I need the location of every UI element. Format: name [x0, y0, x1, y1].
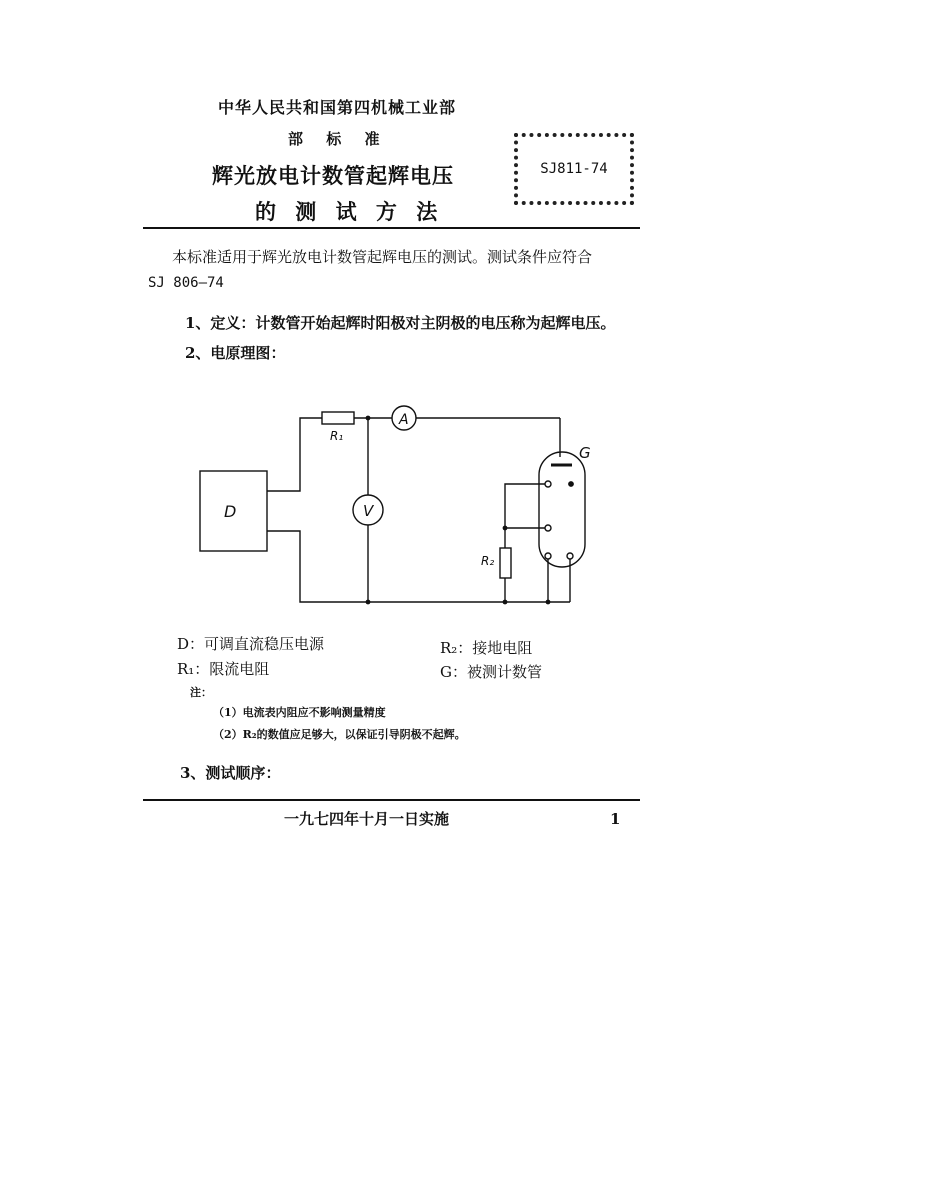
standard-code-box: [514, 133, 634, 205]
source-bottom-lead: [267, 531, 570, 602]
top-divider: [143, 227, 640, 229]
schematic-item-heading: 2、电原理图：: [185, 344, 286, 362]
document-title-line1: 辉光放电计数管起辉电压: [212, 163, 454, 188]
legend-r1: R₁：限流电阻: [177, 660, 270, 678]
standard-type: 部 标 准: [288, 130, 380, 148]
bottom-divider: [143, 799, 640, 801]
intro-paragraph-line2: SJ 806—74: [148, 275, 224, 291]
label-r1: R₁: [330, 429, 344, 443]
effective-date: 一九七四年十月一日实施: [284, 810, 450, 828]
legend-r2: R₂：接地电阻: [440, 639, 533, 657]
definition-item: 1、定义：计数管开始起辉时阳极对主阴极的电压称为起辉电压。: [185, 314, 616, 332]
label-r2: R₂: [481, 554, 495, 568]
document-title-line2: 的 测 试 方 法: [255, 199, 444, 224]
counter-tube: [539, 452, 585, 567]
label-voltmeter: V: [363, 502, 374, 520]
circuit-diagram: [190, 395, 610, 620]
page-number: 1: [610, 810, 621, 828]
test-procedure-heading: 3、测试顺序：: [180, 764, 281, 782]
organization-name: 中华人民共和国第四机械工业部: [218, 98, 457, 117]
junction-bottom: [366, 600, 371, 605]
note-2: （2）R₂的数值应足够大，以保证引导阴极不起辉。: [213, 728, 466, 741]
source-top-lead: [267, 418, 322, 491]
note-1: （1）电流表内阻应不影响测量精度: [213, 706, 386, 719]
intro-paragraph-line1: 本标准适用于辉光放电计数管起辉电压的测试。测试条件应符合: [172, 248, 593, 266]
legend-g: G：被测计数管: [440, 663, 542, 681]
label-source-d: D: [224, 502, 237, 521]
resistor-r2: [500, 548, 511, 578]
label-tube-g: G: [579, 444, 591, 462]
notes-heading: 注：: [190, 686, 212, 699]
resistor-r1: [322, 412, 354, 424]
junction-r2: [503, 526, 508, 531]
junction-top: [366, 416, 371, 421]
label-ammeter: A: [399, 412, 409, 428]
standard-code: SJ811-74: [540, 161, 608, 177]
legend-d: D：可调直流稳压电源: [177, 635, 325, 653]
